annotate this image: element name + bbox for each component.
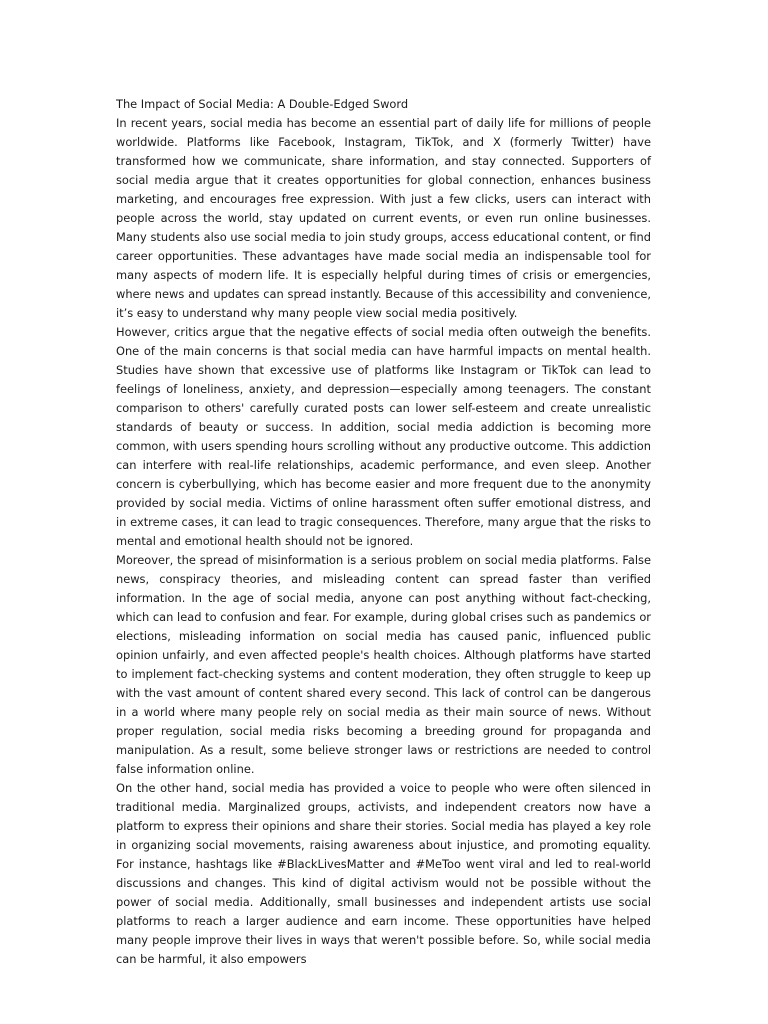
paragraph-empowerment: On the other hand, social media has provided a voice to people who were often silenced in traditional media. Marginalized groups, activists, and independent creators now have a platform to express their opinions and share their stories. Social media has played a key role in organizing social movements, raising awareness about injustice, and promoting equality. For instance, hashtags like #BlackLivesMatter and #MeToo went viral and led to real-world discussions and changes. This kind of digital activism would not be possible without the power of social media. Additionally, small businesses and independent artists use social platforms to reach a larger audience and earn income. These opportunities have helped many people improve their lives in ways that weren't possible before. So, while social media can be harmful, it also empowers (116, 781, 651, 966)
paragraph-misinformation: Moreover, the spread of misinformation is a serious problem on social media platforms. False news, conspiracy theories, and misleading content can spread faster than verified information. In the age of social media, anyone can post anything without fact-checking, which can lead to confusion and fear. For example, during global crises such as pandemics or elections, misleading information on social media has caused panic, influenced public opinion unfairly, and even affected people's health choices. Although platforms have started to implement fact-checking systems and content moderation, they often struggle to keep up with the vast amount of content shared every second. This lack of control can be dangerous in a world where many people rely on social media as their main source of news. Without proper regulation, social media risks becoming a breeding ground for propaganda and manipulation. As a result, some believe stronger laws or restrictions are needed to control false information online. (116, 553, 651, 776)
paragraph-mental-health: However, critics argue that the negative effects of social media often outweigh the benefits. One of the main concerns is that social media can have harmful impacts on mental health. Studies have shown that excessive use of platforms like Instagram or TikTok can lead to feelings of loneliness, anxiety, and depression—especially among teenagers. The constant comparison to others' carefully curated posts can lower self-esteem and create unrealistic standards of beauty or success. In addition, social media addiction is becoming more common, with users spending hours scrolling without any productive outcome. This addiction can interfere with real-life relationships, academic performance, and even sleep. Another concern is cyberbullying, which has become easier and more frequent due to the anonymity provided by social media. Victims of online harassment often suffer emotional distress, and in extreme cases, it can lead to tragic consequences. Therefore, many argue that the risks to mental and emotional health should not be ignored. (116, 325, 651, 548)
document-body (116, 95, 651, 966)
paragraph-benefits: In recent years, social media has become an essential part of daily life for millions of people worldwide. Platforms like Facebook, Instagram, TikTok, and X (formerly Twitter) have transformed how we communicate, share information, and stay connected. Supporters of social media argue that it creates opportunities for global connection, enhances business marketing, and encourages free expression. With just a few clicks, users can interact with people across the world, stay updated on current events, or even run online businesses. Many students also use social media to join study groups, access educational content, or find career opportunities. These advantages have made social media an indispensable tool for many aspects of modern life. It is especially helpful during times of crisis or emergencies, where news and updates can spread instantly. Because of this accessibility and convenience, it’s easy to understand why many people view social media positively. (116, 116, 651, 320)
document-title: The Impact of Social Media: A Double-Edged Sword (116, 97, 409, 111)
